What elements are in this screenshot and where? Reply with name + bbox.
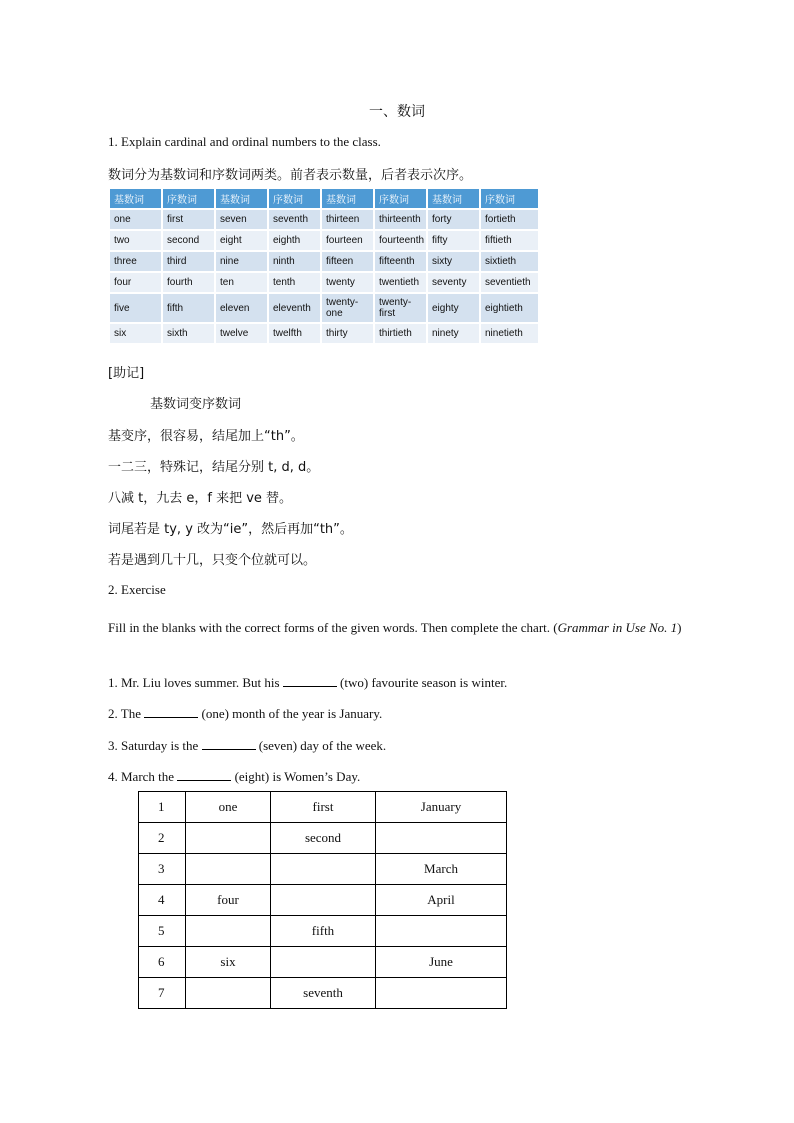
table-row — [139, 854, 507, 885]
table-cell: 1 — [139, 792, 186, 823]
header-cell: 基数词 — [428, 189, 479, 208]
table-cell[interactable] — [186, 978, 271, 1009]
exercise-item — [108, 737, 386, 755]
item-text: 3. Saturday is the — [108, 738, 202, 753]
table-cell: ninetieth — [481, 324, 538, 343]
table-cell: fourth — [163, 273, 214, 292]
table-cell: seventh — [269, 210, 320, 229]
table-cell[interactable]: one — [186, 792, 271, 823]
header-cell: 序数词 — [163, 189, 214, 208]
table-cell: fifteen — [322, 252, 373, 271]
answer-blank[interactable] — [177, 768, 231, 781]
table-cell: eight — [216, 231, 267, 250]
header-cell: 基数词 — [216, 189, 267, 208]
table-cell[interactable]: four — [186, 885, 271, 916]
table-cell[interactable] — [271, 885, 376, 916]
table-cell: seven — [216, 210, 267, 229]
table-cell: nine — [216, 252, 267, 271]
table-row — [110, 273, 538, 292]
table-cell: 5 — [139, 916, 186, 947]
table-cell: sixth — [163, 324, 214, 343]
table-cell[interactable]: six — [186, 947, 271, 978]
table-cell: eightieth — [481, 294, 538, 322]
table-cell[interactable] — [376, 916, 507, 947]
table-cell: 7 — [139, 978, 186, 1009]
section-1-intro: 数词分为基数词和序数词两类。前者表示数量，后者表示次序。 — [108, 168, 473, 183]
table-cell: sixty — [428, 252, 479, 271]
table-cell: ninety — [428, 324, 479, 343]
table-cell: second — [163, 231, 214, 250]
table-cell: sixtieth — [481, 252, 538, 271]
page-title: 一、数词 — [369, 104, 425, 120]
mnemonic-subtitle: 基数词变序数词 — [150, 397, 242, 412]
table-cell: seventieth — [481, 273, 538, 292]
table-cell: twelve — [216, 324, 267, 343]
table-cell: fourteenth — [375, 231, 426, 250]
table-cell: thirteenth — [375, 210, 426, 229]
table-header-row — [110, 189, 538, 208]
header-cell: 序数词 — [481, 189, 538, 208]
mnemonic-line: 一二三，特殊记，结尾分别 t, d, d。 — [108, 460, 320, 475]
table-cell: twenty-one — [322, 294, 373, 322]
instruction-reference: Grammar in — [557, 620, 623, 635]
month-chart — [138, 791, 507, 1009]
table-cell: thirty — [322, 324, 373, 343]
exercise-instruction — [108, 612, 684, 643]
item-text: (one) month of the year is January. — [198, 706, 383, 721]
table-cell[interactable] — [186, 854, 271, 885]
instruction-text: ) — [677, 620, 682, 635]
header-cell: 序数词 — [269, 189, 320, 208]
table-cell: eighth — [269, 231, 320, 250]
table-cell: twenty — [322, 273, 373, 292]
table-cell[interactable]: second — [271, 823, 376, 854]
table-cell[interactable]: fifth — [271, 916, 376, 947]
table-cell: thirtieth — [375, 324, 426, 343]
instruction-reference: Use No. 1 — [625, 620, 678, 635]
table-cell: six — [110, 324, 161, 343]
header-cell: 基数词 — [110, 189, 161, 208]
table-cell: three — [110, 252, 161, 271]
table-cell: seventy — [428, 273, 479, 292]
table-cell: fifteenth — [375, 252, 426, 271]
answer-blank[interactable] — [283, 674, 337, 687]
item-text: 4. March the — [108, 769, 178, 784]
table-cell[interactable] — [186, 916, 271, 947]
section-1-heading: 1. Explain cardinal and ordinal numbers to the class. — [108, 134, 381, 149]
instruction-text: Fill in the blanks with the correct forms of the given words. Then complete the chart. ( — [108, 620, 558, 635]
table-cell: four — [110, 273, 161, 292]
header-cell: 序数词 — [375, 189, 426, 208]
table-row — [110, 252, 538, 271]
table-cell: eighty — [428, 294, 479, 322]
table-cell: fifth — [163, 294, 214, 322]
table-row — [110, 324, 538, 343]
table-row — [139, 792, 507, 823]
section-2-heading: 2. Exercise — [108, 582, 166, 597]
table-cell: 3 — [139, 854, 186, 885]
table-row — [139, 916, 507, 947]
table-cell: fiftieth — [481, 231, 538, 250]
table-row — [110, 294, 538, 322]
exercise-item — [108, 768, 360, 786]
table-cell[interactable] — [186, 823, 271, 854]
table-cell: ninth — [269, 252, 320, 271]
table-cell: third — [163, 252, 214, 271]
table-cell: one — [110, 210, 161, 229]
exercise-item — [108, 705, 382, 723]
table-cell: fortieth — [481, 210, 538, 229]
item-text: 2. The — [108, 706, 145, 721]
table-cell[interactable]: first — [271, 792, 376, 823]
table-row — [139, 885, 507, 916]
table-cell[interactable] — [271, 947, 376, 978]
table-cell[interactable]: June — [376, 947, 507, 978]
cardinal-ordinal-table — [108, 187, 540, 345]
table-cell[interactable] — [271, 854, 376, 885]
table-cell: forty — [428, 210, 479, 229]
answer-blank[interactable] — [144, 705, 198, 718]
mnemonic-line: 词尾若是 ty, y 改为“ie”，然后再加“th”。 — [108, 522, 353, 537]
table-row — [139, 823, 507, 854]
item-text: (seven) day of the week. — [255, 738, 387, 753]
mnemonic-line: 八减 t，九去 e，f 来把 ve 替。 — [108, 491, 293, 506]
table-row — [139, 947, 507, 978]
table-cell: eleven — [216, 294, 267, 322]
table-cell[interactable]: January — [376, 792, 507, 823]
table-cell: ten — [216, 273, 267, 292]
table-cell: fifty — [428, 231, 479, 250]
table-cell: first — [163, 210, 214, 229]
table-row — [139, 978, 507, 1009]
mnemonic-label: [助记] — [108, 366, 145, 381]
item-text: (eight) is Women’s Day. — [231, 769, 361, 784]
table-cell: twelfth — [269, 324, 320, 343]
table-cell[interactable] — [376, 823, 507, 854]
table-cell[interactable] — [376, 978, 507, 1009]
item-text: 1. Mr. Liu loves summer. But his — [108, 675, 283, 690]
mnemonic-line: 若是遇到几十几，只变个位就可以。 — [108, 553, 317, 568]
table-cell[interactable]: seventh — [271, 978, 376, 1009]
header-cell: 基数词 — [322, 189, 373, 208]
table-cell: 6 — [139, 947, 186, 978]
exercise-item — [108, 674, 507, 692]
table-cell: twentieth — [375, 273, 426, 292]
table-cell: 4 — [139, 885, 186, 916]
table-row — [110, 210, 538, 229]
item-text: (two) favourite season is winter. — [336, 675, 508, 690]
table-cell: five — [110, 294, 161, 322]
table-cell: twenty-first — [375, 294, 426, 322]
table-row — [110, 231, 538, 250]
table-cell: tenth — [269, 273, 320, 292]
table-cell[interactable]: April — [376, 885, 507, 916]
table-cell: two — [110, 231, 161, 250]
table-cell: 2 — [139, 823, 186, 854]
table-cell: thirteen — [322, 210, 373, 229]
table-cell[interactable]: March — [376, 854, 507, 885]
table-cell: eleventh — [269, 294, 320, 322]
answer-blank[interactable] — [202, 737, 256, 750]
table-cell: fourteen — [322, 231, 373, 250]
mnemonic-line: 基变序，很容易，结尾加上“th”。 — [108, 429, 304, 444]
